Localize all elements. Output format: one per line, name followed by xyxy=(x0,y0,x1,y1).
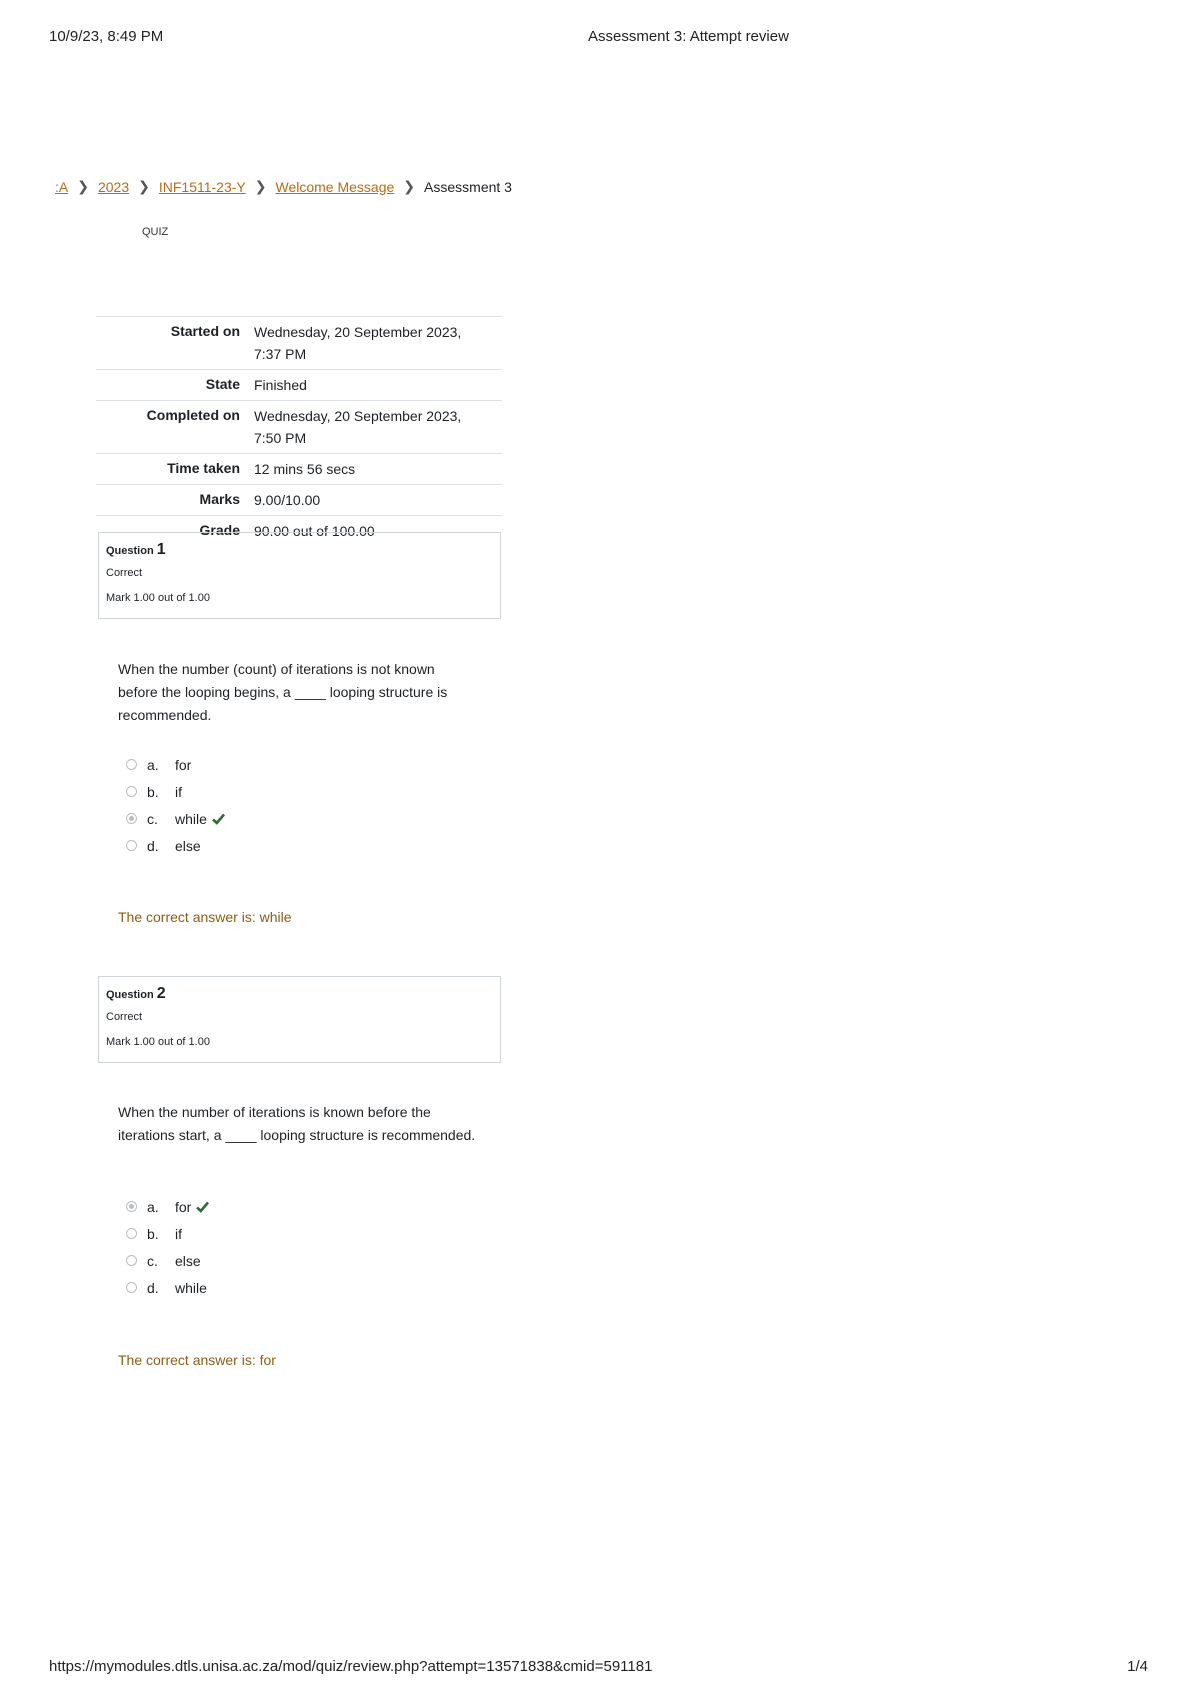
summary-value: 90.00 out of 100.00 xyxy=(254,523,375,539)
option-text: else xyxy=(175,837,201,854)
breadcrumb-current: Assessment 3 xyxy=(424,178,512,195)
summary-label: Grade xyxy=(199,522,240,538)
answer-list-2 xyxy=(126,1193,209,1301)
summary-label: Time taken xyxy=(167,460,240,476)
radio-button[interactable] xyxy=(126,1282,137,1293)
summary-label: Marks xyxy=(199,491,240,507)
checkmark-icon xyxy=(212,813,225,825)
question-number xyxy=(106,541,493,559)
summary-value: Wednesday, 20 September 2023, 7:37 PM xyxy=(254,324,462,362)
radio-button[interactable] xyxy=(126,786,137,797)
question-number-value: 2 xyxy=(156,985,166,1002)
breadcrumb-item-site[interactable]: :A xyxy=(55,178,69,195)
option-letter: c. xyxy=(147,1252,158,1269)
question-label: Question xyxy=(106,989,154,1001)
chevron-right-icon: ❯ xyxy=(403,178,416,194)
breadcrumb xyxy=(55,178,512,195)
option-text: for xyxy=(175,756,192,773)
breadcrumb-item-course[interactable]: INF1511-23-Y xyxy=(158,178,246,195)
summary-row-time xyxy=(96,454,502,485)
radio-button-checked[interactable] xyxy=(126,1201,137,1212)
option-text: while xyxy=(175,1279,207,1296)
radio-button[interactable] xyxy=(126,1255,137,1266)
breadcrumb-item-year[interactable]: 2023 xyxy=(97,178,130,195)
question-state: Correct xyxy=(106,567,143,579)
question-grade: Mark 1.00 out of 1.00 xyxy=(106,1036,210,1048)
question-number xyxy=(106,985,493,1003)
summary-value: Finished xyxy=(254,377,307,393)
answer-option-selected xyxy=(126,805,225,832)
question-text-2: When the number of iterations is known before the iterations start, a ____ looping structure is recommended. xyxy=(118,1104,476,1143)
right-answer-feedback-2: The correct answer is: for xyxy=(118,1352,276,1368)
summary-label: Started on xyxy=(170,323,240,339)
question-state: Correct xyxy=(106,1011,143,1023)
chevron-right-icon: ❯ xyxy=(77,178,89,194)
question-info-1 xyxy=(98,532,501,619)
option-letter: d. xyxy=(147,837,159,854)
summary-value: 9.00/10.00 xyxy=(254,492,321,508)
chevron-right-icon: ❯ xyxy=(138,178,150,194)
question-grade: Mark 1.00 out of 1.00 xyxy=(106,592,210,604)
summary-row-marks xyxy=(96,485,502,516)
answer-option xyxy=(126,1274,209,1301)
option-text: if xyxy=(175,783,182,800)
option-letter: a. xyxy=(147,756,159,773)
chevron-right-icon: ❯ xyxy=(254,178,267,194)
option-text: if xyxy=(175,1225,182,1242)
print-datetime: 10/9/23, 8:49 PM xyxy=(49,28,164,45)
answer-option xyxy=(126,1220,209,1247)
option-letter: b. xyxy=(147,1225,159,1242)
print-page-number: 1/4 xyxy=(1127,1658,1148,1675)
option-letter: a. xyxy=(147,1198,159,1215)
option-text: else xyxy=(175,1252,201,1269)
question-text-1: When the number (count) of iterations is not known before the looping begins, a ____ looping structure is recommended. xyxy=(118,661,448,723)
attempt-summary-table xyxy=(96,316,502,546)
radio-button-checked[interactable] xyxy=(126,813,137,824)
summary-row-started xyxy=(96,317,502,370)
answer-option xyxy=(126,778,225,805)
right-answer-feedback-1: The correct answer is: while xyxy=(118,909,292,925)
print-title: Assessment 3: Attempt review xyxy=(588,28,789,45)
radio-button[interactable] xyxy=(126,1228,137,1239)
summary-row-state xyxy=(96,370,502,401)
answer-list-1 xyxy=(126,751,225,859)
answer-option xyxy=(126,832,225,859)
summary-value: 12 mins 56 secs xyxy=(254,461,356,477)
answer-option xyxy=(126,751,225,778)
option-letter: b. xyxy=(147,783,159,800)
print-url: https://mymodules.dtls.unisa.ac.za/mod/quiz/review.php?attempt=13571838&cmid=591181 xyxy=(49,1658,653,1675)
radio-button[interactable] xyxy=(126,759,137,770)
breadcrumb-item-section[interactable]: Welcome Message xyxy=(275,178,395,195)
summary-label: State xyxy=(205,376,240,392)
option-letter: d. xyxy=(147,1279,159,1296)
radio-button[interactable] xyxy=(126,840,137,851)
option-text: while xyxy=(175,810,207,827)
summary-row-completed xyxy=(96,401,502,454)
option-text: for xyxy=(175,1198,192,1215)
question-label: Question xyxy=(106,545,154,557)
question-number-value: 1 xyxy=(156,541,166,558)
option-letter: c. xyxy=(147,810,158,827)
answer-option-selected xyxy=(126,1193,209,1220)
question-info-2 xyxy=(98,976,501,1063)
answer-option xyxy=(126,1247,209,1274)
summary-label: Completed on xyxy=(146,407,240,423)
summary-value: Wednesday, 20 September 2023, 7:50 PM xyxy=(254,408,462,446)
activity-type-label: QUIZ xyxy=(142,226,169,238)
checkmark-icon xyxy=(196,1201,209,1213)
